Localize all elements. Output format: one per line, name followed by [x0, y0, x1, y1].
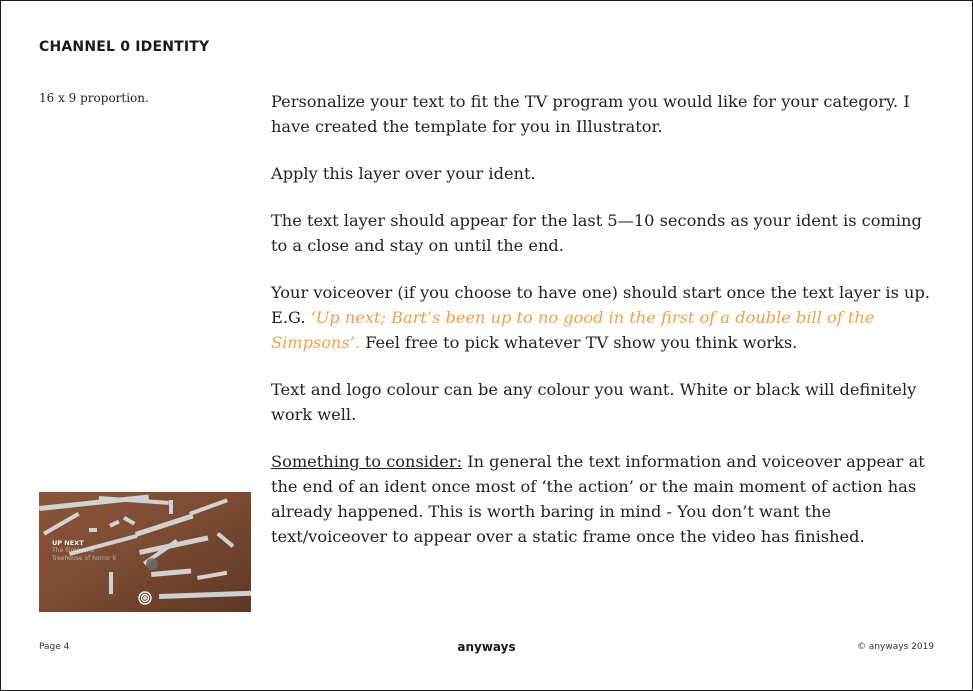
- paragraph-consider: [271, 449, 939, 549]
- page-number: Page 4: [39, 642, 70, 652]
- voiceover-text-after: Feel free to pick whatever TV show you think works.: [360, 333, 798, 352]
- paragraph-personalize: Personalize your text to fit the TV program you would like for your category. I have created the template for you in Illustrator.: [271, 92, 910, 136]
- paragraph-voiceover: [271, 280, 939, 355]
- brand-logo: anyways: [457, 640, 516, 654]
- proportion-note: 16 x 9 proportion.: [39, 91, 149, 105]
- thumbnail-up-next: UP NEXT: [52, 539, 84, 547]
- thumbnail-caption: [52, 539, 116, 563]
- example-quote: ‘Up next; Bart’s been up to no good in the first of a double bill of the Simpsons’.: [271, 308, 875, 352]
- paragraph-colour: Text and logo colour can be any colour you want. White or black will definitely work well.: [271, 380, 917, 424]
- thumbnail-show: The Simpsons: [52, 547, 94, 554]
- voiceover-text: Your voiceover (if you choose to have one) should start once the text layer is up. E.G.: [271, 283, 930, 327]
- page-heading: CHANNEL 0 IDENTITY: [39, 39, 210, 55]
- ident-thumbnail: [39, 492, 251, 612]
- paragraph-apply-layer: Apply this layer over your ident.: [271, 164, 536, 183]
- paragraph-timing: The text layer should appear for the last 5—10 seconds as your ident is coming to a close and stay on until the end.: [271, 211, 922, 255]
- thumbnail-episode: Treehouse of horror II: [52, 555, 116, 562]
- copyright: © anyways 2019: [856, 642, 934, 652]
- body-text: [271, 89, 939, 549]
- consider-text: In general the text information and voiceover appear at the end of an ident once most of ‘the action’ or the main moment of action has already happened. This is worth baring in mind - You don’t want the text/voiceover to appear over a static frame once the video has finished.: [271, 452, 925, 546]
- consider-label: Something to consider:: [271, 452, 463, 471]
